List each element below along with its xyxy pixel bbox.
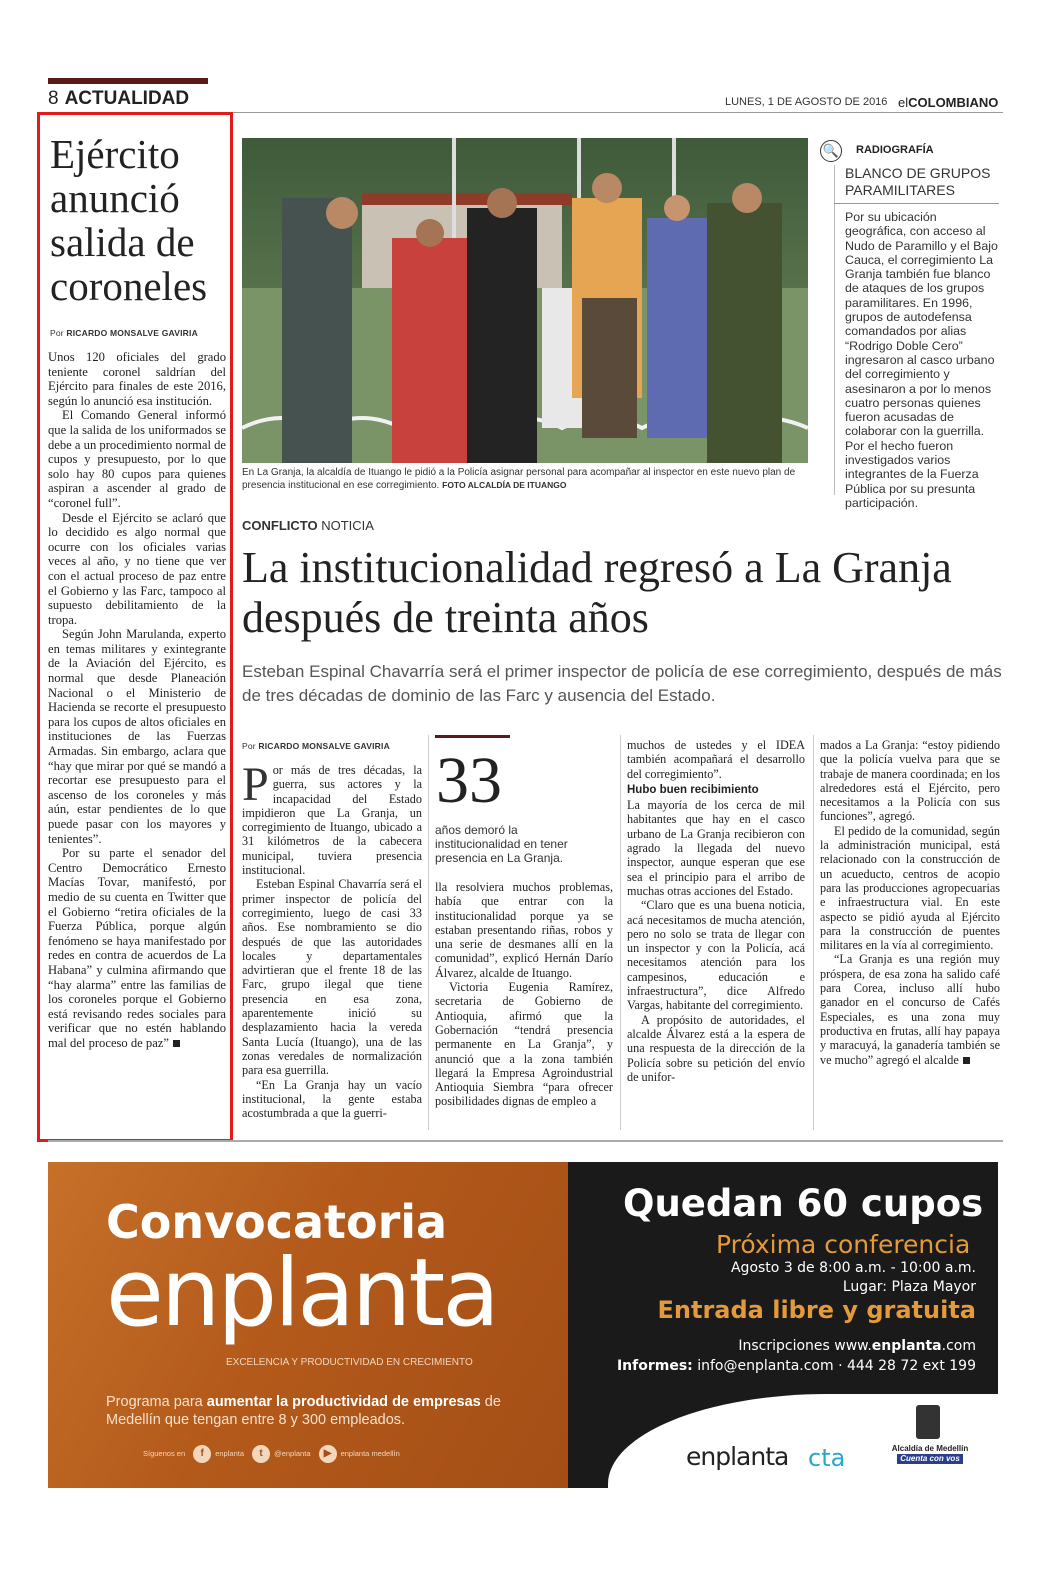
figure-text: años demoró la institucionalidad en tener presencia en La Granja. <box>435 823 568 865</box>
column-divider <box>813 735 814 1130</box>
main-article-title: La institucionalidad regresó a La Granja después de treinta años <box>242 543 952 642</box>
paragraph: Unos 120 oficiales del grado teniente coronel saldrían del Ejército para finales de este 2016, según lo anunció esa institución. <box>48 350 226 408</box>
insc-pre: Inscripciones www. <box>738 1338 872 1354</box>
sidebar-divider <box>834 165 835 495</box>
paragraph: mados a La Granja: “estoy pidiendo que la policía vuelva para que se trabaje de manera coordinada; en los alrededores está el Ejército, pero necesitamos a la Policía con sus funciones”, agregó. <box>820 738 1000 824</box>
main-article-subtitle: Esteban Espinal Chavarría será el primer inspector de policía de ese corregimiento, después de más de tres décadas de dominio de las Farc y ausencia del Estado. <box>242 662 1002 705</box>
article-column-1 <box>242 758 422 1121</box>
end-mark-icon <box>963 1057 970 1064</box>
program-bold: aumentar la productividad de empresas <box>206 1394 481 1410</box>
photo-credit: FOTO ALCALDÍA DE ITUANGO <box>442 480 567 490</box>
drop-cap: P <box>242 758 269 811</box>
social-twitter: @enplanta <box>274 1448 311 1458</box>
facebook-icon: f <box>193 1445 211 1463</box>
ad-place: Lugar: Plaza Mayor <box>842 1279 976 1295</box>
ad-cupos: Quedan 60 cupos <box>623 1182 984 1225</box>
left-article-byline <box>50 328 198 338</box>
paragraph <box>242 758 422 878</box>
article-column-2 <box>435 880 613 1109</box>
ad-program-text <box>106 1393 526 1429</box>
ad-contact <box>568 1336 976 1376</box>
figure-number: 33 <box>436 744 502 817</box>
byline-prefix: Por <box>242 741 256 751</box>
byline-name: RICARDO MONSALVE GAVIRIA <box>258 741 390 751</box>
youtube-icon: ▶ <box>319 1445 337 1463</box>
brand-name: COLOMBIANO <box>908 95 999 110</box>
paragraph: Según John Marulanda, experto en temas militares y exintegrante de la Aviación del Ejército, es normal que desde Planeación Nacional o el Ministerio de Hacienda se recorte el presupuesto para los cupos de altos oficiales en instituciones de las Fuerzas Armadas. Sin embargo, aclara que “hay que mirar por qué se mandó a recortar ese presupuesto para el ascenso de los coroneles y más aún, estar pendientes de lo que puede pasar con los mayores y tenientes”. <box>48 627 226 846</box>
paragraph: A propósito de autoridades, el alcalde Álvarez está a la espera de una respuesta de la dirección de la Policía sobre su petición del envío de unifor- <box>627 1012 805 1084</box>
ad-tagline: EXCELENCIA Y PRODUCTIVIDAD EN CRECIMIENTO <box>226 1357 473 1368</box>
paragraph: Desde el Ejército se aclaró que lo decidido es algo normal que ocurre con los oficiales varias veces al año, y no tiene que ver con el actual proceso de paz entre el Gobierno y las Farc, tampoco al supuesto debilitamiento de la tropa. <box>48 510 226 627</box>
figure-accent-bar <box>435 735 510 738</box>
program-post: de Medellín que tengan entre 8 y 300 empleados. <box>106 1394 501 1428</box>
paragraph: La mayoría de los cerca de mil habitantes que hay en el casco urbano de La Granja recibieron con agrado la llegada del nuevo inspector, aunque esperan que ese sea el principio para el arribo de muchas otras acciones del Estado. <box>627 798 805 898</box>
column-divider <box>620 735 621 1130</box>
news-photo <box>242 138 808 463</box>
paragraph: “En La Granja hay un vacío institucional, la gente estaba acostumbrada a que la guerri- <box>242 1077 422 1121</box>
article-kicker <box>242 518 374 533</box>
section-name: ACTUALIDAD <box>64 88 190 109</box>
informes-value: info@enplanta.com · 444 28 72 ext 199 <box>697 1358 976 1374</box>
ad-date: Agosto 3 de 8:00 a.m. - 10:00 a.m. <box>730 1260 976 1276</box>
publication-date: LUNES, 1 DE AGOSTO DE 2016 <box>725 96 888 108</box>
enplanta-logo: enplanta <box>686 1442 789 1471</box>
page-number: 8 <box>48 88 59 109</box>
ad-convocatoria: Convocatoria <box>106 1195 448 1249</box>
radiografia-title: BLANCO DE GRUPOS PARAMILITARES <box>845 165 991 198</box>
insc-post: .com <box>941 1338 976 1354</box>
insc-bold: enplanta <box>871 1338 942 1354</box>
ad-informes <box>568 1356 976 1376</box>
paragraph-text: Por su parte el senador del Centro Democrático Ernesto Macías Tovar, manifestó, por medio de su cuenta en Twitter que el Gobierno “retira oficiales de la Fuerza Pública, porque algún fenómeno se haya manifestado por redes en contra de acuerdos de La Habana” y culmina afirmando que “hay alarma” entre las familias de los coroneles porque el Gobierno está revisando redes sociales para verificar que no estén hablando mal del proceso de paz” <box>48 846 226 1050</box>
twitter-icon: t <box>252 1445 270 1463</box>
paragraph: El Comando General informó que la salida de los uniformados se debe a un procedimiento normal de cupos y presupuesto, por lo que solo hay 80 cupos para quienes aspiran a ascender al grado de “coronel full”. <box>48 408 226 510</box>
radiografia-body: Por su ubicación geográfica, con acceso al Nudo de Paramillo y el Bajo Cauca, el corregimiento La Granja también fue blanco de ataques de los grupos paramilitares. En 1996, grupos de autodefensa comandados por alias “Rodrigo Doble Cero” ingresaron al casco urbano del corregimiento y asesinaron a por lo menos cuatro personas quienes fueron acusadas de colaborar con la guerrilla. Por el hecho fueron investigados varios integrantes de la Fuerza Pública por su presunta participación. <box>845 210 998 510</box>
alcaldia-slogan: Cuenta con vos <box>897 1454 963 1464</box>
paragraph: muchos de ustedes y el IDEA también acompañará el desarrollo del corregimiento”. <box>627 738 805 781</box>
subheading: Hubo buen recibimiento <box>627 783 759 796</box>
alcaldia-name: Alcaldía de Medellín <box>891 1444 969 1453</box>
main-article-byline <box>242 741 390 751</box>
paragraph-text: or más de tres décadas, la guerra, sus actores y la incapacidad del Estado impidieron que La Granja, un corregimiento de Ituango, ubicado a 31 kilómetros de la cabecera municipal, tuviera presencia institucional. <box>242 763 422 878</box>
section-color-bar <box>48 78 208 84</box>
caption-text: En La Granja, la alcaldía de Ituango le pidió a la Policía asignar personal para acompañar al inspector en este nuevo plan de presencia institucional en ese corregimiento. <box>242 467 796 491</box>
kicker-bold: CONFLICTO <box>242 518 318 533</box>
radiografia-tag: RADIOGRAFÍA <box>856 144 934 156</box>
left-article-body <box>48 350 226 1051</box>
ad-social-row <box>143 1445 400 1463</box>
radiografia-rule <box>834 203 999 204</box>
photo-illustration <box>242 138 808 463</box>
byline-name: RICARDO MONSALVE GAVIRIA <box>66 328 198 338</box>
social-facebook: enplanta <box>215 1448 244 1458</box>
left-article-title: Ejército anunció salida de coroneles <box>50 131 208 309</box>
paragraph: El pedido de la comunidad, según la administración municipal, está relacionado con la construcción de un acueducto, centros de acopio para las producciones agropecuarias e infraestructura vial. En este aspecto se pidió ayuda al Ejército para la construcción de puentes militares en la vía al corregimiento. <box>820 823 1000 953</box>
byline-prefix: Por <box>50 328 64 338</box>
ad-date-place <box>648 1259 976 1297</box>
brand-prefix: el <box>898 95 909 110</box>
paragraph: “Claro que es una buena noticia, acá necesitamos de mucha atención, pero no solo se trata de llegar con un inspector y con la Policía, acá necesitamos atención para los campesinos, educación e infraestructura”, dice Alfredo Vargas, habitante del corregimiento. <box>627 898 805 1013</box>
section-heading <box>48 88 189 110</box>
informes-label: Informes: <box>616 1358 693 1374</box>
paragraph: Esteban Espinal Chavarría será el primer inspector de policía del corregimiento, luego de casi 33 años. Ese nombramiento se dio después de que las autoridades locales y departamentales advirtieran que el frente 18 de las Farc, grupo ilegal que tiene presencia en esa zona, aparentemente inició su desplazamiento hacia la vereda Santa Lucía (Ituango), una de las zonas veredales de normalización para esa guerrilla. <box>242 877 422 1078</box>
paragraph <box>48 846 226 1050</box>
ad-inscripciones <box>568 1336 976 1356</box>
paragraph <box>820 952 1000 1066</box>
advertisement <box>48 1162 998 1488</box>
ad-brand-logo: enplanta <box>106 1239 497 1348</box>
ad-free-entry: Entrada libre y gratuita <box>657 1296 976 1324</box>
cta-logo: cta <box>808 1444 846 1472</box>
end-mark-icon <box>173 1040 180 1047</box>
social-label: Síguenos en <box>143 1448 186 1458</box>
page-bottom-rule <box>48 1140 1003 1142</box>
column-divider <box>428 735 429 1130</box>
paragraph: lla resolviera muchos problemas, había que entrar con la institucionalidad porque ya se estaban presentando riñas, robos y una serie de desmanes allí en la comunidad”, explicó Hernán Darío Álvarez, alcalde de Ituango. <box>435 880 613 980</box>
magnifier-icon: 🔍 <box>820 140 842 162</box>
ad-proxima: Próxima conferencia <box>716 1230 971 1259</box>
paragraph: Victoria Eugenia Ramírez, secretaria de Gobierno de Antioquia, afirmó que la Gobernación “tendrá presencia permanente en La Granja”, y anunció que a la zona también llegará la Empresa Agroindustrial Antioquia Siembra “para ofrecer posibilidades dignas de empleo a <box>435 980 613 1109</box>
newspaper-brand <box>898 95 998 110</box>
alcaldia-logo <box>882 1444 978 1464</box>
article-column-3 <box>627 738 805 1084</box>
social-youtube: enplanta medellín <box>340 1448 400 1458</box>
medellin-seal-icon <box>916 1405 940 1439</box>
kicker-rest: NOTICIA <box>321 518 374 533</box>
paragraph-text: “La Granja es una región muy próspera, de esa zona ha salido café para Corea, incluso allí hubo ganador en el concurso de Cafés Especiales, es una zona muy productiva en frutas, allí hay papaya y maracuyá, la ganadería también se ve mucho” agregó el alcalde <box>820 952 1000 1067</box>
article-column-4 <box>820 738 1000 1067</box>
program-pre: Programa para <box>106 1394 203 1410</box>
photo-caption <box>242 466 808 492</box>
